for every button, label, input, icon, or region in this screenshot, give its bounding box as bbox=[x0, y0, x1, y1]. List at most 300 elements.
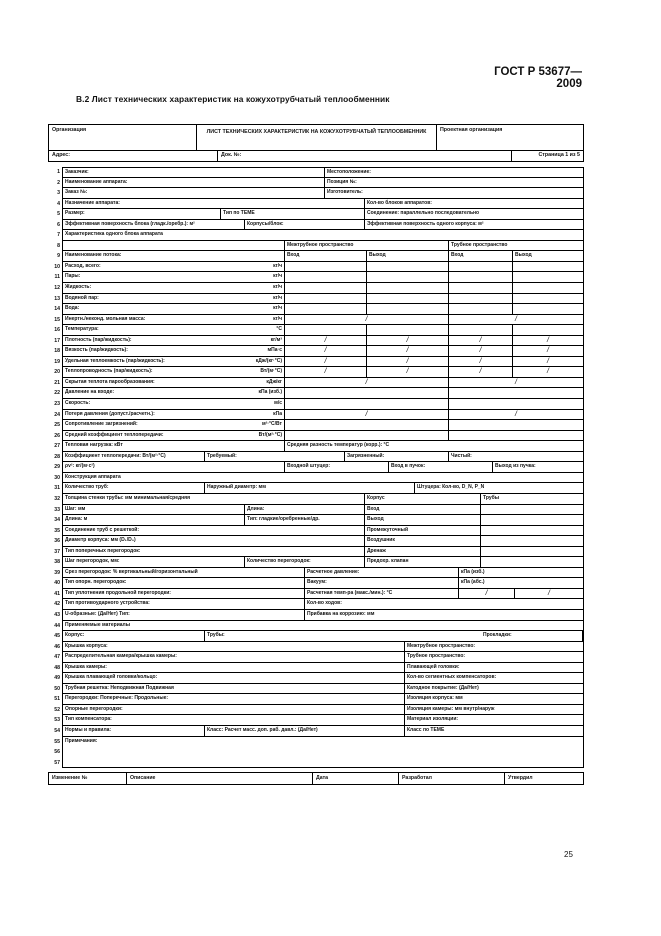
form-cell: Входной штуцер: bbox=[285, 462, 389, 472]
form-cell: Эффективная поверхность одного корпуса: м² bbox=[367, 220, 484, 227]
form-cell bbox=[449, 325, 513, 335]
form-cell bbox=[513, 272, 583, 282]
form-cell: Средняя разность температур (корр.): °С bbox=[287, 442, 390, 449]
form-cell: / bbox=[547, 357, 549, 365]
form-cell: Размер: bbox=[63, 209, 221, 219]
form-cell bbox=[513, 325, 583, 335]
form-row bbox=[48, 336, 584, 347]
form-row bbox=[48, 272, 584, 283]
row-number: 6 bbox=[57, 221, 60, 228]
unit-label: кг/ч bbox=[273, 294, 282, 301]
unit-label: кДж/кг bbox=[266, 378, 282, 385]
row-body bbox=[62, 684, 584, 695]
form-row bbox=[48, 294, 584, 305]
row-number: 33 bbox=[54, 506, 60, 513]
form-cell: Потеря давления (допуст./расчетн.): кПа bbox=[63, 410, 285, 420]
form-cell: Расход, всего: кг/ч bbox=[63, 262, 285, 272]
page-number: 25 bbox=[564, 850, 573, 859]
form-row bbox=[48, 652, 584, 663]
form-cell: Плотность (пар/жидкость): кг/м³ bbox=[63, 336, 285, 346]
form-row bbox=[48, 357, 584, 368]
form-cell bbox=[285, 399, 449, 409]
form-cell: / bbox=[515, 410, 517, 418]
row-body bbox=[62, 346, 584, 357]
form-row bbox=[48, 715, 584, 726]
form-row bbox=[48, 568, 584, 579]
form-row bbox=[48, 220, 584, 231]
form-cell: Корпусы/блок: bbox=[245, 220, 365, 230]
row-body bbox=[62, 557, 584, 568]
form-cell: / bbox=[515, 315, 517, 323]
form-row bbox=[48, 589, 584, 600]
form-cell: Расчетное давление: bbox=[305, 568, 459, 578]
form-cell: Характеристика одного блока аппарата bbox=[65, 231, 163, 238]
form-cell bbox=[481, 547, 583, 557]
revision-footer bbox=[48, 772, 584, 785]
row-number: 41 bbox=[54, 590, 60, 597]
form-cell: Распределительная камера/крышка камеры: bbox=[63, 652, 405, 662]
row-number: 24 bbox=[54, 411, 60, 418]
unit-label: кг/ч bbox=[273, 305, 282, 312]
form-cell bbox=[449, 304, 513, 314]
row-body bbox=[62, 431, 584, 442]
form-row bbox=[48, 599, 584, 610]
form-cell bbox=[449, 431, 583, 441]
form-cell bbox=[513, 304, 583, 314]
form-row bbox=[48, 251, 584, 262]
unit-label: кПа bbox=[273, 410, 282, 417]
form-cell: Тип опорн. перегородок: bbox=[63, 578, 305, 588]
row-number: 34 bbox=[54, 517, 60, 524]
form-cell bbox=[285, 420, 449, 430]
row-body bbox=[62, 272, 584, 283]
row-body bbox=[62, 462, 584, 473]
form-cell: / bbox=[285, 357, 367, 367]
unit-label: кг/ч bbox=[273, 284, 282, 291]
form-cell: Воздушник bbox=[365, 536, 481, 546]
form-row bbox=[48, 726, 584, 737]
row-body bbox=[62, 188, 584, 199]
form-cell bbox=[449, 262, 513, 272]
row-number: 14 bbox=[54, 306, 60, 313]
form-row bbox=[48, 410, 584, 421]
form-cell: Прибавка на коррозию: мм bbox=[307, 610, 375, 617]
form-cell bbox=[513, 283, 583, 293]
form-row bbox=[48, 167, 584, 178]
form-row bbox=[48, 241, 584, 252]
row-body bbox=[62, 441, 584, 452]
form-cell: Кол-во ходов: bbox=[307, 600, 342, 607]
form-cell bbox=[481, 557, 583, 567]
form-cell: / bbox=[547, 347, 549, 355]
form-cell: / bbox=[449, 336, 513, 346]
form-cell: / bbox=[547, 368, 549, 376]
form-cell: / bbox=[548, 589, 550, 597]
row-number: 15 bbox=[54, 316, 60, 323]
row-number: 57 bbox=[54, 759, 60, 766]
form-cell: Удельная теплоемкость (пар/жидкость): кДж/(кг·°С) bbox=[63, 357, 285, 367]
form-row bbox=[48, 431, 584, 442]
form-row bbox=[48, 315, 584, 326]
row-body bbox=[62, 294, 584, 305]
form-row bbox=[48, 462, 584, 473]
form-row bbox=[48, 621, 584, 632]
form-cell: Штуцера: Кол-во, D_N, P_N bbox=[417, 484, 485, 491]
form-cell: Вход bbox=[285, 251, 367, 261]
row-body bbox=[62, 336, 584, 347]
form-cell bbox=[285, 304, 367, 314]
form-row bbox=[48, 737, 584, 748]
row-body bbox=[62, 610, 584, 621]
form-cell: / bbox=[285, 336, 367, 346]
row-number: 49 bbox=[54, 675, 60, 682]
row-number: 38 bbox=[54, 559, 60, 566]
form-cell: Шаг: мм bbox=[63, 505, 245, 515]
rows-container bbox=[48, 167, 584, 768]
gaskets-label: Прокладки: bbox=[483, 632, 512, 639]
form-cell: Корпус bbox=[365, 494, 481, 504]
row-body bbox=[62, 673, 584, 684]
page-count-field: Страница 1 из 5 bbox=[538, 152, 580, 158]
form-cell: Требуемый: bbox=[205, 452, 345, 462]
form-cell: Межтрубное пространство bbox=[285, 241, 449, 251]
form-cell: Наименование потока: bbox=[63, 251, 285, 261]
form-cell bbox=[285, 431, 449, 441]
form-row bbox=[48, 483, 584, 494]
form-cell: Тип компенсатора: bbox=[63, 715, 405, 725]
form-cell: Выход bbox=[515, 252, 532, 259]
form-cell: Примечания: bbox=[65, 737, 98, 744]
form-cell bbox=[449, 272, 513, 282]
row-number: 48 bbox=[54, 664, 60, 671]
row-body bbox=[62, 315, 584, 326]
row-number: 43 bbox=[54, 611, 60, 618]
form-row bbox=[48, 694, 584, 705]
form-row bbox=[48, 188, 584, 199]
form-row bbox=[48, 283, 584, 294]
form-cell: Выход bbox=[367, 251, 449, 261]
row-number: 35 bbox=[54, 527, 60, 534]
form-row bbox=[48, 473, 584, 484]
form-row bbox=[48, 663, 584, 674]
form-row bbox=[48, 420, 584, 431]
form-cell: Перегородки: Поперечные: Продольные: bbox=[63, 694, 405, 704]
row-number: 53 bbox=[54, 717, 60, 724]
row-body bbox=[62, 473, 584, 484]
form-cell: Вход в пучок: bbox=[389, 462, 493, 472]
form-cell: Сопротивление загрязнений: м²·°С/Вт bbox=[63, 420, 285, 430]
row-number: 13 bbox=[54, 295, 60, 302]
row-number: 32 bbox=[54, 495, 60, 502]
form-cell: / bbox=[515, 378, 517, 386]
unit-label: кДж/(кг·°С) bbox=[255, 357, 282, 364]
form-cell: Соединение труб с решеткой: bbox=[63, 526, 365, 536]
form-cell: Толщина стенки трубы: мм минимальная/средняя bbox=[63, 494, 365, 504]
form-cell: Крышка плавающей головки/кольцо: bbox=[63, 673, 405, 683]
form-cell: Корпус: bbox=[63, 631, 205, 641]
unit-label: Вт/(м·°С) bbox=[260, 368, 282, 375]
form-cell bbox=[449, 399, 583, 409]
unit-label: кг/ч bbox=[273, 315, 282, 322]
form-row bbox=[48, 230, 584, 241]
form-cell: Выход bbox=[365, 515, 481, 525]
project-org-field: Проектная организация bbox=[440, 127, 503, 133]
developer-field: Разработал bbox=[399, 773, 505, 784]
row-number: 2 bbox=[57, 179, 60, 186]
form-cell: кПа (изб.) bbox=[461, 568, 485, 575]
form-cell: кПа (абс.) bbox=[461, 579, 485, 586]
row-body bbox=[62, 251, 584, 262]
row-body bbox=[62, 262, 584, 273]
row-number: 37 bbox=[54, 548, 60, 555]
form-row bbox=[48, 378, 584, 389]
form-cell: Изготовитель: bbox=[327, 189, 363, 196]
row-number: 22 bbox=[54, 390, 60, 397]
row-number: 39 bbox=[54, 569, 60, 576]
row-number: 7 bbox=[57, 232, 60, 239]
row-body bbox=[62, 304, 584, 315]
row-body bbox=[62, 178, 584, 189]
description-field: Описание bbox=[127, 773, 313, 784]
row-body bbox=[62, 388, 584, 399]
form-cell: Вход bbox=[449, 251, 513, 261]
row-number: 20 bbox=[54, 369, 60, 376]
form-row bbox=[48, 631, 584, 642]
form-cell bbox=[449, 294, 513, 304]
row-number: 25 bbox=[54, 422, 60, 429]
row-body bbox=[62, 410, 584, 421]
row-number: 40 bbox=[54, 580, 60, 587]
form-row bbox=[48, 642, 584, 653]
row-body bbox=[62, 283, 584, 294]
row-number: 50 bbox=[54, 685, 60, 692]
form-cell: / bbox=[449, 357, 513, 367]
form-row bbox=[48, 452, 584, 463]
row-body bbox=[62, 536, 584, 547]
form-cell: Позиция №: bbox=[327, 178, 357, 185]
form-cell bbox=[285, 272, 367, 282]
form-row bbox=[48, 578, 584, 589]
form-cell: Крышка камеры: bbox=[63, 663, 405, 673]
form-cell bbox=[481, 515, 583, 525]
org-field: Организация bbox=[49, 125, 197, 150]
form-cell: / bbox=[285, 315, 449, 325]
form-cell: Трубное пространство bbox=[451, 241, 508, 248]
unit-label: кг/ч bbox=[273, 262, 282, 269]
form-cell: Давление на входе: кПа (изб.) bbox=[63, 388, 285, 398]
row-body bbox=[62, 705, 584, 716]
unit-label: кг/ч bbox=[273, 273, 282, 280]
form-cell bbox=[285, 388, 449, 398]
form-row bbox=[48, 209, 584, 220]
row-body bbox=[62, 694, 584, 705]
row-body bbox=[62, 568, 584, 579]
form-cell: Загрязненный: bbox=[345, 452, 449, 462]
row-body bbox=[62, 452, 584, 463]
row-body bbox=[62, 599, 584, 610]
row-number: 5 bbox=[57, 211, 60, 218]
form-cell: Вход bbox=[365, 505, 481, 515]
form-cell: Теплопроводность (пар/жидкость): Вт/(м·°С) bbox=[63, 367, 285, 377]
form-row bbox=[48, 325, 584, 336]
form-cell: Температура: °С bbox=[63, 325, 285, 335]
form-cell: Применяемые материалы bbox=[65, 621, 130, 628]
form-cell bbox=[513, 262, 583, 272]
row-body bbox=[62, 726, 584, 737]
form-cell: Жидкость: кг/ч bbox=[63, 283, 285, 293]
form-row bbox=[48, 758, 584, 769]
row-number: 30 bbox=[54, 474, 60, 481]
form-cell: Расчетная темп-ра (макс./мин.): °С bbox=[305, 589, 459, 599]
form-cell: Выход из пучка: bbox=[495, 463, 536, 470]
row-body bbox=[62, 715, 584, 726]
row-number: 3 bbox=[57, 190, 60, 197]
row-body bbox=[62, 199, 584, 210]
form-cell: Кол-во сегментных компенсаторов: bbox=[407, 674, 497, 681]
row-number: 17 bbox=[54, 337, 60, 344]
unit-label: кг/м³ bbox=[270, 336, 282, 343]
address-field: Адрес: bbox=[49, 151, 218, 161]
row-number: 42 bbox=[54, 601, 60, 608]
form-cell: Длина: bbox=[245, 505, 365, 515]
row-body bbox=[62, 526, 584, 537]
row-number: 11 bbox=[54, 274, 60, 281]
address-row bbox=[48, 151, 584, 162]
row-body bbox=[62, 483, 584, 494]
section-title: В.2 Лист технических характеристик на кожухотрубчатый теплообменник bbox=[76, 94, 390, 104]
form-row bbox=[48, 441, 584, 452]
form-cell: Длина: м bbox=[63, 515, 245, 525]
form-cell: Тип противоударного устройства: bbox=[63, 599, 305, 609]
row-body bbox=[62, 399, 584, 410]
form-row bbox=[48, 557, 584, 568]
row-number: 47 bbox=[54, 654, 60, 661]
form-cell: / bbox=[367, 336, 449, 346]
form-cell: Скрытая теплота парообразования: кДж/кг bbox=[63, 378, 285, 388]
form-cell bbox=[449, 420, 583, 430]
row-number: 44 bbox=[54, 622, 60, 629]
form-cell: Тип поперечных перегородок: bbox=[63, 547, 365, 557]
unit-label: м²·°С/Вт bbox=[261, 421, 282, 428]
form-cell: Скорость: м/с bbox=[63, 399, 285, 409]
form-row bbox=[48, 515, 584, 526]
row-body bbox=[62, 652, 584, 663]
row-body bbox=[62, 230, 584, 241]
form-cell: Трубы: bbox=[205, 631, 583, 641]
row-number: 46 bbox=[54, 643, 60, 650]
form-cell: Изоляция камеры: мм внутр/наруж bbox=[407, 705, 495, 712]
row-number: 16 bbox=[54, 327, 60, 334]
form-cell: Вязкость (пар/жидкость): мПа·с bbox=[63, 346, 285, 356]
row-number: 21 bbox=[54, 379, 60, 386]
form-cell: Тепловая нагрузка: кВт bbox=[63, 441, 285, 451]
form-cell: Дренаж bbox=[365, 547, 481, 557]
unit-label: м/с bbox=[274, 400, 282, 407]
form-row bbox=[48, 610, 584, 621]
form-cell: Наружный диаметр: мм bbox=[205, 483, 415, 493]
row-body bbox=[62, 578, 584, 589]
form-cell: Количество перегородок: bbox=[245, 557, 365, 567]
form-cell bbox=[367, 272, 449, 282]
row-number: 52 bbox=[54, 706, 60, 713]
form-cell: ρv²: кг/(м·с²) bbox=[63, 462, 285, 472]
row-body bbox=[62, 758, 584, 769]
form-cell: / bbox=[285, 410, 449, 420]
form-cell: Чистый: bbox=[451, 452, 472, 459]
row-body bbox=[62, 515, 584, 526]
form-cell bbox=[63, 241, 285, 251]
form-cell: Нормы и правила: bbox=[63, 726, 205, 736]
row-number: 31 bbox=[54, 485, 60, 492]
row-number: 45 bbox=[54, 633, 60, 640]
form-cell: Тип: гладкие/оребренные/др. bbox=[245, 515, 365, 525]
form-cell bbox=[367, 294, 449, 304]
row-body bbox=[62, 737, 584, 748]
form-cell: / bbox=[449, 346, 513, 356]
form-cell: Промежуточный bbox=[365, 526, 481, 536]
form-cell: Конструкция аппарата bbox=[65, 473, 121, 480]
form-cell: Крышка корпуса: bbox=[63, 642, 405, 652]
unit-label: кПа (изб.) bbox=[258, 389, 282, 396]
row-number: 56 bbox=[54, 749, 60, 756]
form-row bbox=[48, 199, 584, 210]
row-body bbox=[62, 494, 584, 505]
form-cell: Инертн./неконд. мольная масса: кг/ч bbox=[63, 315, 285, 325]
row-body bbox=[62, 367, 584, 378]
datasheet-form bbox=[48, 124, 584, 785]
form-cell: Межтрубное пространство: bbox=[407, 642, 476, 649]
form-cell bbox=[367, 283, 449, 293]
unit-label: Вт/(м²·°С) bbox=[258, 431, 282, 438]
row-body bbox=[62, 357, 584, 368]
form-cell: Катодное покрытие: (Да/Нет) bbox=[407, 684, 479, 691]
form-cell bbox=[367, 325, 449, 335]
form-row bbox=[48, 547, 584, 558]
row-body bbox=[62, 505, 584, 516]
form-cell: Назначение аппарата: bbox=[63, 199, 365, 209]
form-cell: / bbox=[285, 346, 367, 356]
row-body bbox=[62, 589, 584, 600]
row-body bbox=[62, 621, 584, 632]
form-cell: Пары: кг/ч bbox=[63, 272, 285, 282]
form-row bbox=[48, 505, 584, 516]
form-cell: Вакуум: bbox=[305, 578, 459, 588]
row-number: 55 bbox=[54, 738, 60, 745]
row-body bbox=[62, 747, 584, 758]
row-body bbox=[62, 547, 584, 558]
form-cell: Кол-во блоков аппаратов: bbox=[367, 199, 432, 206]
form-cell: Местоположение: bbox=[327, 169, 371, 175]
form-row bbox=[48, 526, 584, 537]
form-cell bbox=[449, 388, 583, 398]
row-number: 28 bbox=[54, 453, 60, 460]
form-cell: Срез перегородок: % вертикальный/горизонтальный bbox=[63, 568, 305, 578]
row-number: 26 bbox=[54, 432, 60, 439]
form-cell: / bbox=[285, 367, 367, 377]
row-number: 29 bbox=[54, 464, 60, 471]
form-cell: Трубное пространство: bbox=[407, 653, 466, 660]
form-cell: Коэффициент теплопередачи: Вт/(м²·°С) bbox=[63, 452, 205, 462]
form-row bbox=[48, 304, 584, 315]
row-number: 27 bbox=[54, 443, 60, 450]
form-cell: Предохр. клапан bbox=[365, 557, 481, 567]
form-cell: Класс по ТЕМЕ bbox=[407, 726, 445, 733]
row-number: 54 bbox=[54, 727, 60, 734]
form-row bbox=[48, 388, 584, 399]
form-cell bbox=[513, 294, 583, 304]
form-cell bbox=[285, 294, 367, 304]
row-body bbox=[62, 167, 584, 178]
